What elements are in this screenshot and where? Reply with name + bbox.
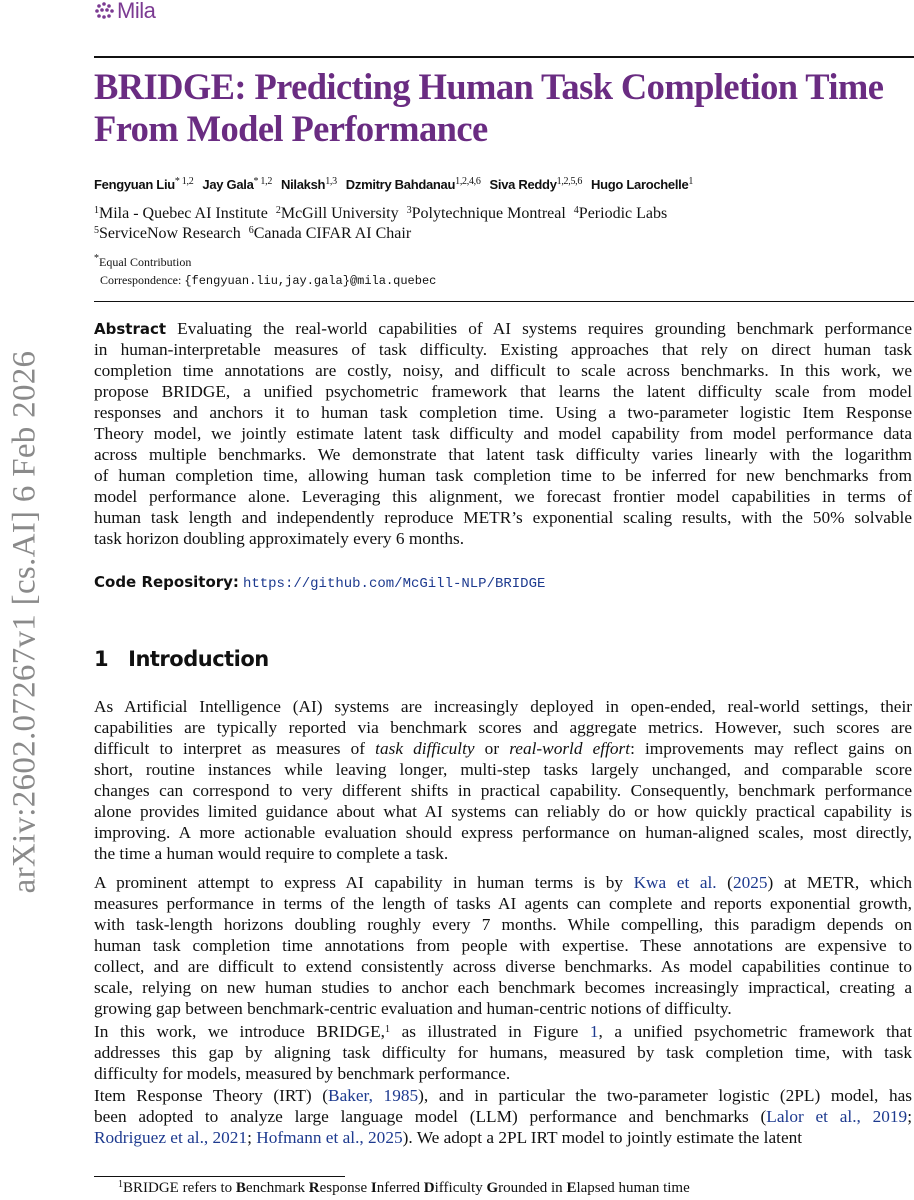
code-repository-link[interactable]: https://github.com/McGill-NLP/BRIDGE: [242, 576, 546, 592]
emphasis: real-world effort: [509, 739, 631, 758]
footnote-text: E: [566, 1180, 577, 1196]
line-text: improving. A more actionable evaluation should express performance on human-aligned scales, most directly,: [94, 823, 912, 842]
text-line: [94, 1085, 912, 1106]
line-text: Evaluating the real-world capabilities of AI systems requires grounding benchmark performance: [177, 319, 912, 338]
line-text: Item Response Theory (IRT) (: [94, 1086, 329, 1105]
author-affiliation-marks: 1,2,5,6: [556, 176, 583, 187]
intro-paragraph-4: [94, 1085, 912, 1148]
author: [281, 177, 337, 192]
line-text: task horizon doubling approximately every 6 months.: [94, 529, 465, 548]
affiliation-number: 3: [406, 205, 412, 216]
author-affiliation-marks: 1: [688, 176, 694, 187]
text-line: [94, 738, 912, 759]
line-text: human task length and independently reproduce METR’s exponential scaling results, with the 50% solvable: [94, 508, 912, 527]
footnote-text: D: [423, 1180, 435, 1196]
line-text: As Artificial Intelligence (AI) systems are increasingly deployed in open-ended, real-world settings, their: [94, 697, 912, 716]
affiliation-number: 1: [94, 205, 99, 216]
author: [202, 177, 272, 192]
abstract-label: Abstract: [94, 320, 167, 338]
code-repository-label: Code Repository:: [94, 573, 239, 591]
text-line: [94, 318, 912, 339]
affiliation: [249, 225, 411, 242]
text-line: [94, 801, 912, 822]
author-name: Jay Gala: [202, 177, 254, 192]
author: [346, 177, 481, 192]
author: [94, 177, 193, 192]
affiliation-name: McGill University: [280, 205, 399, 222]
line-text: ;: [247, 1128, 257, 1147]
footnote-text: I: [370, 1180, 377, 1196]
author-name: Siva Reddy: [489, 177, 557, 192]
author-list: [94, 177, 702, 192]
text-line: [94, 465, 912, 486]
code-repository: [94, 573, 545, 592]
text-line: [94, 339, 912, 360]
text-line: [94, 402, 912, 423]
affiliation-name: Polytechnique Montreal: [411, 205, 566, 222]
citation-link[interactable]: Lalor et al., 2019: [766, 1107, 908, 1126]
footnote-text: B: [235, 1180, 246, 1196]
line-text: in human-interpretable measures of task difficulty. Existing approaches that rely on direct human task: [94, 340, 912, 359]
footnote-text: G: [486, 1180, 499, 1196]
text-line: [94, 759, 912, 780]
correspondence-label: Correspondence:: [100, 273, 185, 287]
note-mark: *: [94, 253, 99, 264]
citation-link[interactable]: 1: [589, 1022, 599, 1041]
affiliation-number: 4: [573, 205, 579, 216]
footnote-text: enchmark: [245, 1180, 309, 1196]
affiliation-name: Mila - Quebec AI Institute: [99, 205, 268, 222]
line-text: addresses this gap by aligning task difficulty for humans, measured by task completion time, with task: [94, 1043, 912, 1062]
line-text: changes can correspond to very different shifts in practical capability. Consequently, benchmark performance: [94, 781, 912, 800]
footnote-rule: [94, 1176, 345, 1177]
footnote-mark: 1: [118, 1179, 123, 1190]
header-rule: [94, 56, 914, 58]
affiliation: [276, 205, 399, 222]
affiliation: [407, 205, 566, 222]
text-line: [94, 1106, 912, 1127]
affiliations: [94, 204, 675, 244]
citation-link[interactable]: Rodriguez et al., 2021: [94, 1128, 248, 1147]
line-text: propose BRIDGE, a unified psychometric framework that learns the latent difficulty scale from model: [94, 382, 912, 401]
section-number: 1: [94, 647, 109, 671]
line-text: model performance alone. Leveraging this alignment, we forecast frontier model capabilities in terms of: [94, 487, 912, 506]
title-line-2: From Model Performance: [94, 108, 488, 149]
line-text: growing gap between benchmark-centric evaluation and human-centric notions of difficulty.: [94, 999, 732, 1018]
text-line: [94, 780, 912, 801]
line-text: measures performance in terms of the length of tasks AI agents can complete and reports exponential growth,: [94, 894, 912, 913]
text-line: [94, 486, 912, 507]
text-line: [94, 956, 912, 977]
affiliation-name: Canada CIFAR AI Chair: [253, 225, 412, 242]
author-affiliation-marks: 1,3: [325, 176, 337, 187]
text-line: [94, 507, 912, 528]
affiliation-name: ServiceNow Research: [99, 225, 241, 242]
line-text: difficulty for models, measured by benchmark performance.: [94, 1064, 511, 1083]
line-text: : improvements may reflect gains on: [630, 739, 913, 758]
footnote-text: BRIDGE refers to: [123, 1180, 236, 1196]
line-text: alone provides limited guidance about what AI systems can reliably do or how quickly practical capability is: [94, 802, 912, 821]
text-line: [94, 822, 912, 843]
text-line: [94, 444, 912, 465]
text-line: [94, 977, 912, 998]
intro-paragraph-1: [94, 696, 912, 864]
text-line: [94, 914, 912, 935]
line-text: scale, relying on new human studies to anchor each benchmark becomes increasingly impractical, creating a: [94, 978, 912, 997]
line-text: (: [716, 873, 733, 892]
correspondence-note: [94, 271, 436, 290]
line-text: with task-length horizons doubling roughly every 7 months. While compelling, this paradigm depends on: [94, 915, 912, 934]
line-text: human task completion time annotations from people with expertise. These annotations are expensive to: [94, 936, 912, 955]
intro-paragraph-2: [94, 872, 912, 1019]
footnote-text: nferred: [376, 1180, 424, 1196]
text-line: [94, 360, 912, 381]
line-text: ). We adopt a 2PL IRT model to jointly estimate the latent: [402, 1128, 803, 1147]
affiliation-number: 6: [248, 225, 254, 236]
text-line: [94, 843, 912, 864]
text-line: [94, 1127, 912, 1148]
equal-contribution-note: [94, 253, 436, 271]
emphasis: task difficulty: [375, 739, 475, 758]
line-text: short, routine instances while leaving longer, multi-step tasks largely unchanged, and comparable score: [94, 760, 912, 779]
line-text: A prominent attempt to express AI capability in human terms is by: [94, 873, 634, 892]
text-line: [94, 696, 912, 717]
mila-dots-icon: [95, 1, 115, 21]
text-line: [94, 423, 912, 444]
notes: [94, 253, 436, 290]
section-heading: [94, 647, 269, 671]
footnote-text: ifficulty: [434, 1180, 487, 1196]
line-text: capabilities are typically reported via benchmark scores and aggregate metrics. However, such scores are: [94, 718, 912, 737]
text-line: [94, 998, 912, 1019]
logo-text: Mila: [117, 0, 156, 23]
text-line: [94, 893, 912, 914]
intro-paragraph-3: [94, 1021, 912, 1084]
abstract: [94, 318, 912, 549]
line-text: completion time annotations are costly, noisy, and difficult to scale across benchmarks. In this work, we: [94, 361, 912, 380]
line-text: ), and in particular the two-parameter logistic (2PL) model, has: [418, 1086, 912, 1105]
line-text: , a unified psychometric framework that: [598, 1022, 912, 1041]
text-line: [94, 717, 912, 738]
correspondence-email[interactable]: {fengyuan.liu,jay.gala}@mila.quebec: [184, 274, 437, 288]
footnote-ref[interactable]: 1: [385, 1024, 391, 1035]
section-title: Introduction: [128, 647, 269, 671]
citation-link[interactable]: Baker, 1985: [328, 1086, 419, 1105]
footnote-text: rounded in: [498, 1180, 567, 1196]
footnote-text: lapsed human time: [576, 1180, 690, 1196]
abstract-rule: [94, 301, 914, 302]
affiliation: [94, 205, 268, 222]
text-line: [94, 1042, 912, 1063]
citation-link[interactable]: Hofmann et al., 2025: [256, 1128, 403, 1147]
arxiv-stamp: arXiv:2602.07267v1 [cs.AI] 6 Feb 2026: [6, 350, 43, 894]
title-line-1: BRIDGE: Predicting Human Task Completion Time: [94, 66, 884, 107]
author-affiliation-marks: * 1,2: [253, 176, 273, 187]
mila-logo: [95, 0, 155, 24]
equal-contribution-text: Equal Contribution: [99, 255, 192, 269]
affiliation-number: 5: [94, 225, 99, 236]
text-line: [94, 935, 912, 956]
text-line: [94, 528, 912, 549]
line-text: the time a human would require to complete a task.: [94, 844, 449, 863]
author-name: Nilaksh: [281, 177, 326, 192]
author-name: Dzmitry Bahdanau: [345, 177, 456, 192]
affiliation: [574, 205, 667, 222]
author-affiliation-marks: 1,2,4,6: [455, 176, 481, 187]
line-text: In this work, we introduce BRIDGE,: [94, 1022, 386, 1041]
line-text: responses and anchors it to human task completion time. Using a two-parameter logistic Item Response: [94, 403, 912, 422]
footnote-text: esponse: [319, 1180, 371, 1196]
author: [591, 177, 693, 192]
affiliation-row: [94, 204, 675, 224]
line-text: or: [474, 739, 510, 758]
footnote-text: R: [308, 1180, 320, 1196]
author-name: Hugo Larochelle: [591, 177, 689, 192]
affiliation: [94, 225, 241, 242]
text-line: [94, 1063, 912, 1084]
author-name: Fengyuan Liu: [94, 177, 175, 192]
text-line: [94, 1021, 912, 1042]
line-text: difficult to interpret as measures of: [94, 739, 376, 758]
footnote: [118, 1180, 690, 1197]
line-text: collect, and are difficult to extend consistently across diverse benchmarks. As model capabilities continue to: [94, 957, 912, 976]
paper-title: [94, 66, 914, 150]
line-text: Theory model, we jointly estimate latent task difficulty and model capability from model performance data: [94, 424, 912, 443]
affiliation-name: Periodic Labs: [578, 205, 668, 222]
citation-link[interactable]: 2025: [732, 873, 768, 892]
line-text: as illustrated in Figure: [390, 1022, 590, 1041]
author: [490, 177, 583, 192]
line-text: ;: [907, 1107, 912, 1126]
line-text: of human completion time, allowing human task completion time to be inferred for new benchmarks from: [94, 466, 912, 485]
line-text: ) at METR, which: [767, 873, 912, 892]
text-line: [94, 872, 912, 893]
text-line: [94, 381, 912, 402]
affiliation-number: 2: [275, 205, 281, 216]
citation-link[interactable]: Kwa et al.: [633, 873, 717, 892]
line-text: been adopted to analyze large language model (LLM) performance and benchmarks (: [94, 1107, 767, 1126]
line-text: across multiple benchmarks. We demonstrate that latent task difficulty varies linearly with the logarithm: [94, 445, 912, 464]
author-affiliation-marks: * 1,2: [174, 176, 194, 187]
affiliation-row: [94, 224, 675, 244]
